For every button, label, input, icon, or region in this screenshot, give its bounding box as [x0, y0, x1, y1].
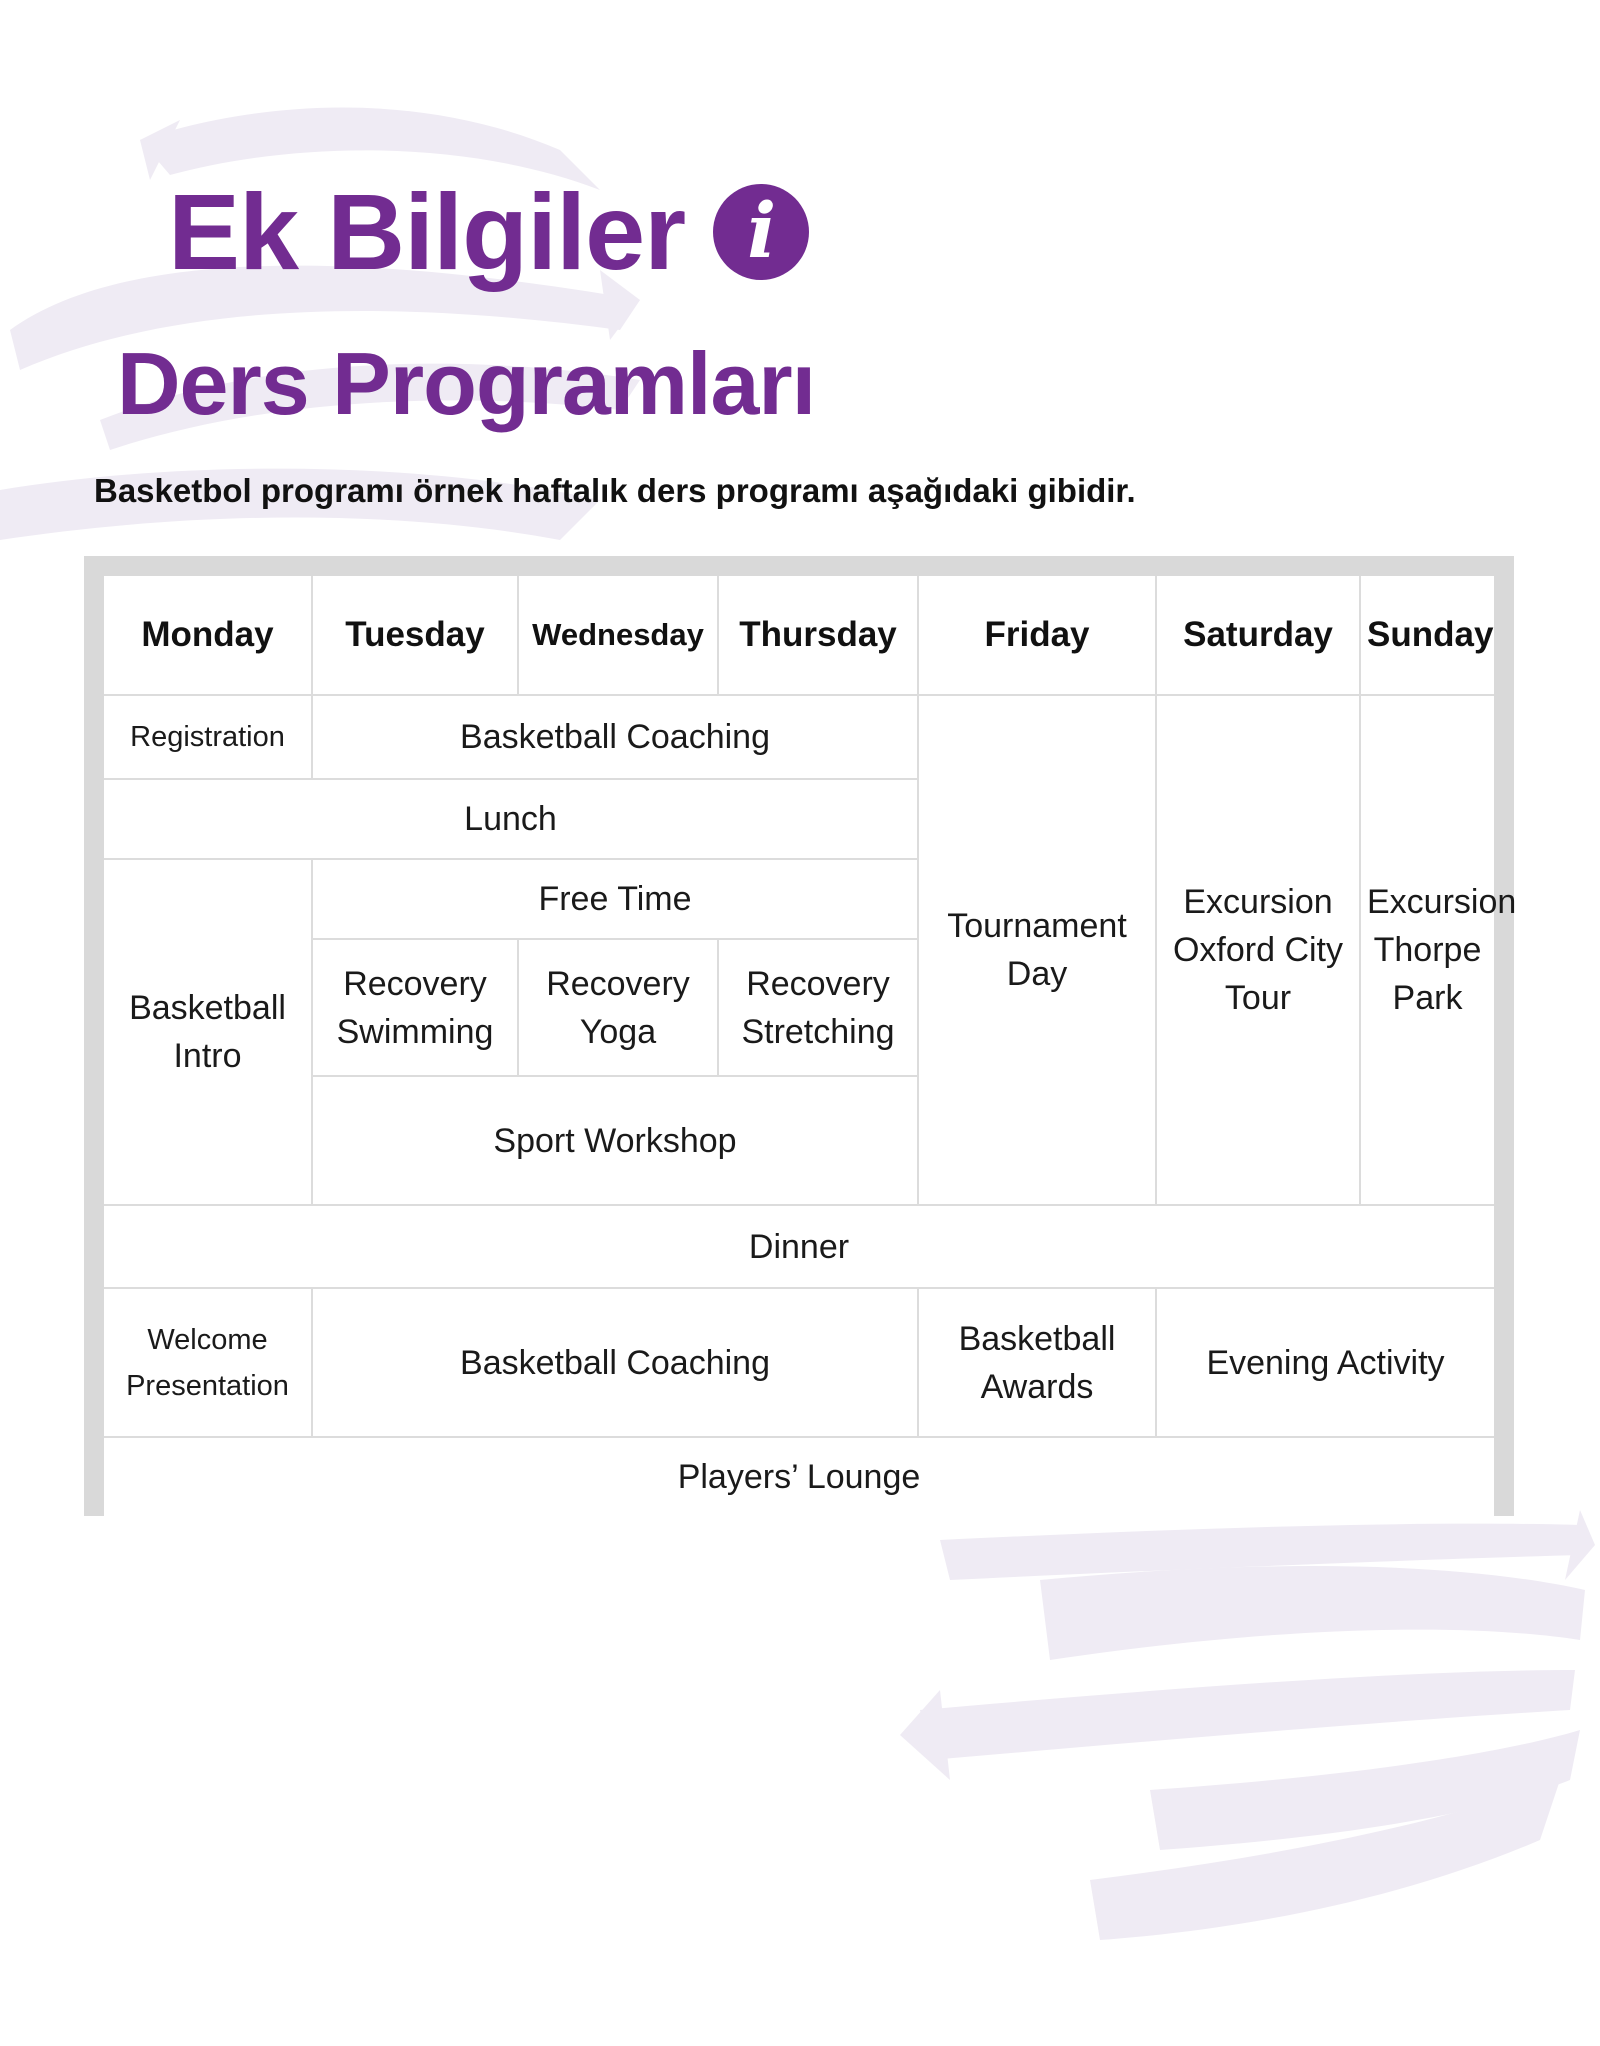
- cell-basketball-coaching-morning: Basketball Coaching: [312, 695, 918, 779]
- cell-welcome-presentation: Welcome Presentation: [104, 1288, 312, 1437]
- cell-recovery-stretching: Recovery Stretching: [718, 939, 918, 1076]
- cell-evening-activity: Evening Activity: [1156, 1288, 1494, 1437]
- table-header-row: [104, 576, 1494, 695]
- cell-players-lounge: Players’ Lounge: [104, 1437, 1494, 1516]
- schedule-frame: [84, 556, 1517, 1516]
- cell-excursion-thorpe: Excursion Thorpe Park: [1360, 695, 1494, 1205]
- cell-registration: Registration: [104, 695, 312, 779]
- day-header-tuesday: Tuesday: [312, 576, 518, 695]
- day-header-friday: Friday: [918, 576, 1156, 695]
- table-row: [104, 1205, 1494, 1288]
- cell-basketball-coaching-evening: Basketball Coaching: [312, 1288, 918, 1437]
- page-subtitle: Ders Programları: [117, 334, 816, 433]
- cell-free-time: Free Time: [312, 859, 918, 939]
- swoosh-arc-bottom-3: [920, 1670, 1575, 1760]
- cell-tournament-day: Tournament Day: [918, 695, 1156, 1205]
- day-header-monday: Monday: [104, 576, 312, 695]
- day-header-saturday: Saturday: [1156, 576, 1360, 695]
- page-title-text: Ek Bilgiler: [168, 171, 686, 292]
- page-title: [168, 171, 809, 292]
- day-header-sunday: Sunday: [1360, 576, 1494, 695]
- cell-lunch: Lunch: [104, 779, 918, 859]
- cell-recovery-yoga: Recovery Yoga: [518, 939, 718, 1076]
- info-icon-glyph: i: [747, 186, 776, 275]
- cell-basketball-intro: Basketball Intro: [104, 859, 312, 1205]
- intro-text: Basketbol programı örnek haftalık ders programı aşağıdaki gibidir.: [94, 472, 1136, 509]
- cell-sport-workshop: Sport Workshop: [312, 1076, 918, 1205]
- cell-dinner: Dinner: [104, 1205, 1494, 1288]
- table-row: [104, 1437, 1494, 1516]
- cell-excursion-oxford: Excursion Oxford City Tour: [1156, 695, 1360, 1205]
- table-row: [104, 1288, 1494, 1437]
- cell-basketball-awards: Basketball Awards: [918, 1288, 1156, 1437]
- info-icon: [713, 184, 809, 280]
- table-row: [104, 695, 1494, 779]
- day-header-thursday: Thursday: [718, 576, 918, 695]
- swoosh-arrowhead-bottom-3: [900, 1690, 950, 1780]
- weekly-schedule-table: [104, 576, 1517, 1516]
- day-header-wednesday: Wednesday: [518, 576, 718, 695]
- cell-recovery-swimming: Recovery Swimming: [312, 939, 518, 1076]
- swoosh-arc-bottom-2: [1040, 1566, 1585, 1660]
